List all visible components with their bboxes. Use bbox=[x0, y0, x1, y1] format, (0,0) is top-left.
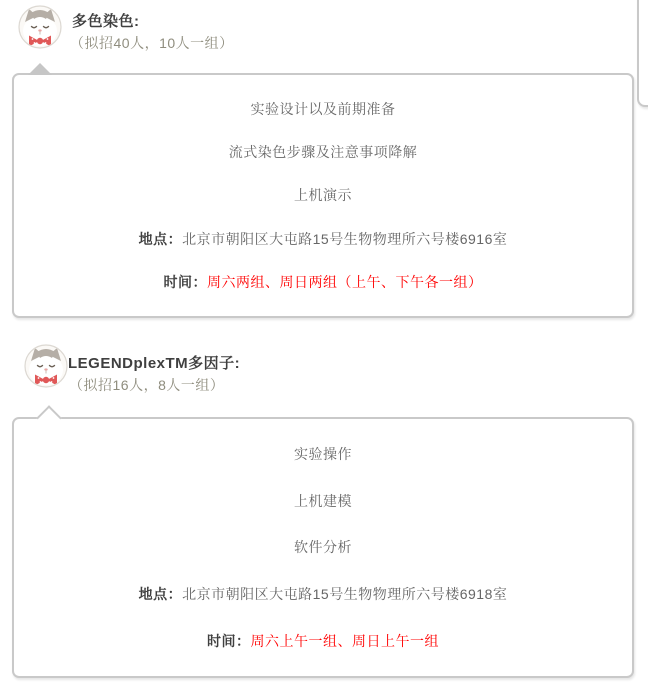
time-label: 时间： bbox=[163, 274, 207, 291]
message-title: LEGENDplexTM多因子: bbox=[68, 355, 241, 372]
location-label: 地点： bbox=[138, 586, 183, 603]
bubble-pointer-icon bbox=[36, 405, 61, 430]
bubble-line bbox=[38, 185, 608, 205]
message-title: 多色染色: bbox=[72, 13, 140, 30]
location-text: 北京市朝阳区大屯路15号生物物理所六号楼6918室 bbox=[182, 586, 508, 603]
bubble-line bbox=[38, 444, 608, 464]
line-text: 实验设计以及前期准备 bbox=[250, 100, 396, 117]
bubble-line bbox=[38, 142, 608, 162]
avatar bbox=[18, 5, 62, 49]
bubble-line-location bbox=[38, 229, 608, 249]
avatar bbox=[24, 344, 68, 388]
speech-bubble bbox=[12, 73, 634, 318]
line-text: 上机演示 bbox=[294, 187, 352, 204]
message-subtitle: （拟招40人，10人一组） bbox=[70, 35, 234, 51]
bubble-line bbox=[38, 99, 608, 119]
bubble-line-time bbox=[38, 272, 608, 292]
bubble-line bbox=[38, 491, 608, 511]
bubble-line-time bbox=[38, 631, 608, 651]
line-text: 实验操作 bbox=[294, 446, 352, 463]
time-text: 周六两组、周日两组（上午、下午各一组） bbox=[207, 274, 483, 291]
line-text: 上机建模 bbox=[294, 492, 352, 509]
line-text: 软件分析 bbox=[294, 539, 352, 556]
line-text: 流式染色步骤及注意事项降解 bbox=[228, 144, 418, 161]
bubble-line bbox=[38, 537, 608, 557]
previous-bubble-corner bbox=[637, 0, 648, 107]
bubble-pointer-icon bbox=[28, 63, 52, 75]
location-label: 地点： bbox=[138, 230, 183, 247]
time-text: 周六上午一组、周日上午一组 bbox=[250, 632, 439, 649]
location-text: 北京市朝阳区大屯路15号生物物理所六号楼6916室 bbox=[182, 230, 508, 247]
time-label: 时间： bbox=[207, 632, 251, 649]
speech-bubble bbox=[12, 417, 634, 678]
bubble-line-location bbox=[38, 584, 608, 604]
message-subtitle: （拟招16人，8人一组） bbox=[69, 377, 225, 393]
